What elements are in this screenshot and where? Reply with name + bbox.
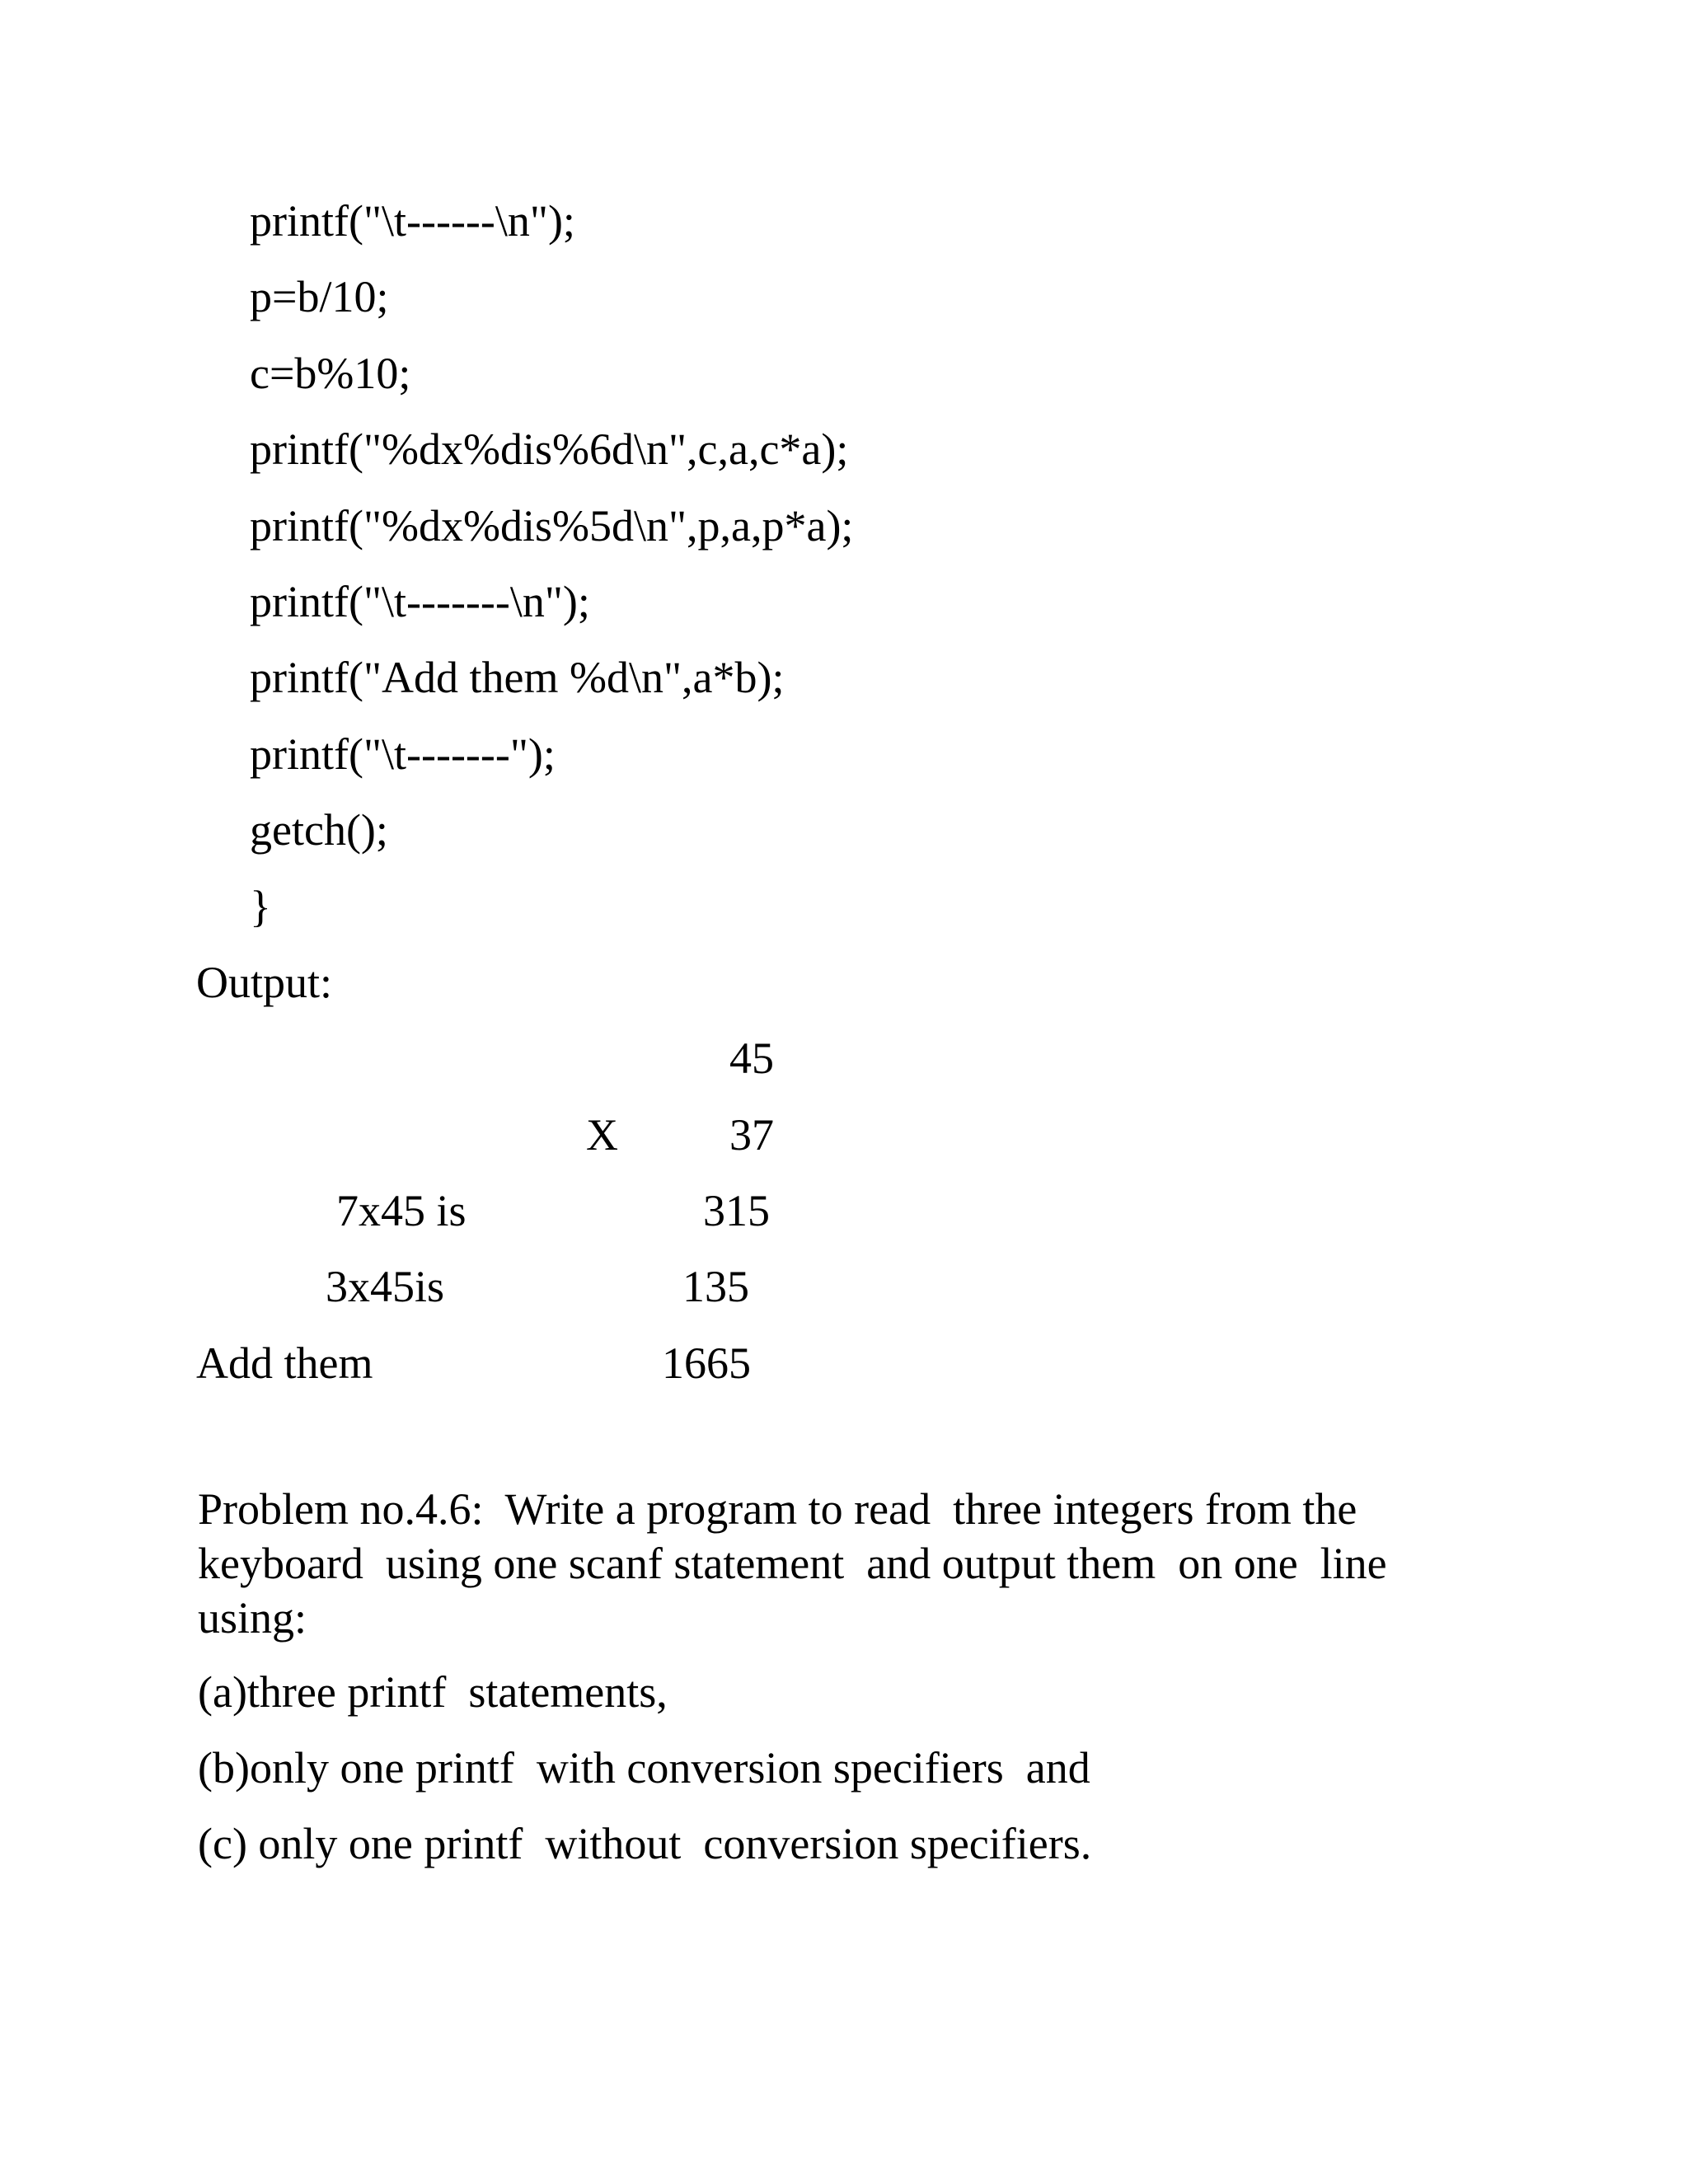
code-line: }	[250, 882, 271, 931]
output-multiplier: 37	[729, 1110, 774, 1160]
output-row1-label: 7x45 is	[336, 1186, 467, 1235]
output-row1-value: 315	[703, 1186, 770, 1235]
output-sum-label: Add them	[196, 1338, 373, 1388]
code-line: getch();	[250, 805, 388, 855]
problem-option-a: (a)three printf statements,	[198, 1667, 668, 1717]
problem-statement-line: using:	[198, 1593, 307, 1643]
code-line: printf("\t-------");	[250, 729, 556, 779]
code-line: printf("\t-------\n");	[250, 577, 590, 626]
problem-statement-line: Problem no.4.6: Write a program to read three integers from the	[198, 1484, 1357, 1534]
output-times-sign: X	[586, 1110, 618, 1160]
output-row2-label: 3x45is	[326, 1262, 445, 1311]
output-sum-value: 1665	[662, 1338, 751, 1388]
problem-option-b: (b)only one printf with conversion specifiers and	[198, 1743, 1090, 1793]
code-line: p=b/10;	[250, 272, 389, 321]
problem-statement-line: keyboard using one scanf statement and output them on one line	[198, 1539, 1387, 1588]
problem-option-c: (c) only one printf without conversion specifiers.	[198, 1819, 1092, 1868]
code-line: printf("Add them %d\n",a*b);	[250, 653, 785, 702]
output-row2-value: 135	[682, 1262, 749, 1311]
output-heading: Output:	[196, 958, 333, 1007]
code-line: printf("\t------\n");	[250, 196, 575, 246]
code-line: printf("%dx%dis%6d\n",c,a,c*a);	[250, 424, 849, 474]
code-line: printf("%dx%dis%5d\n",p,a,p*a);	[250, 501, 854, 551]
output-multiplicand: 45	[729, 1033, 774, 1083]
code-line: c=b%10;	[250, 349, 411, 398]
